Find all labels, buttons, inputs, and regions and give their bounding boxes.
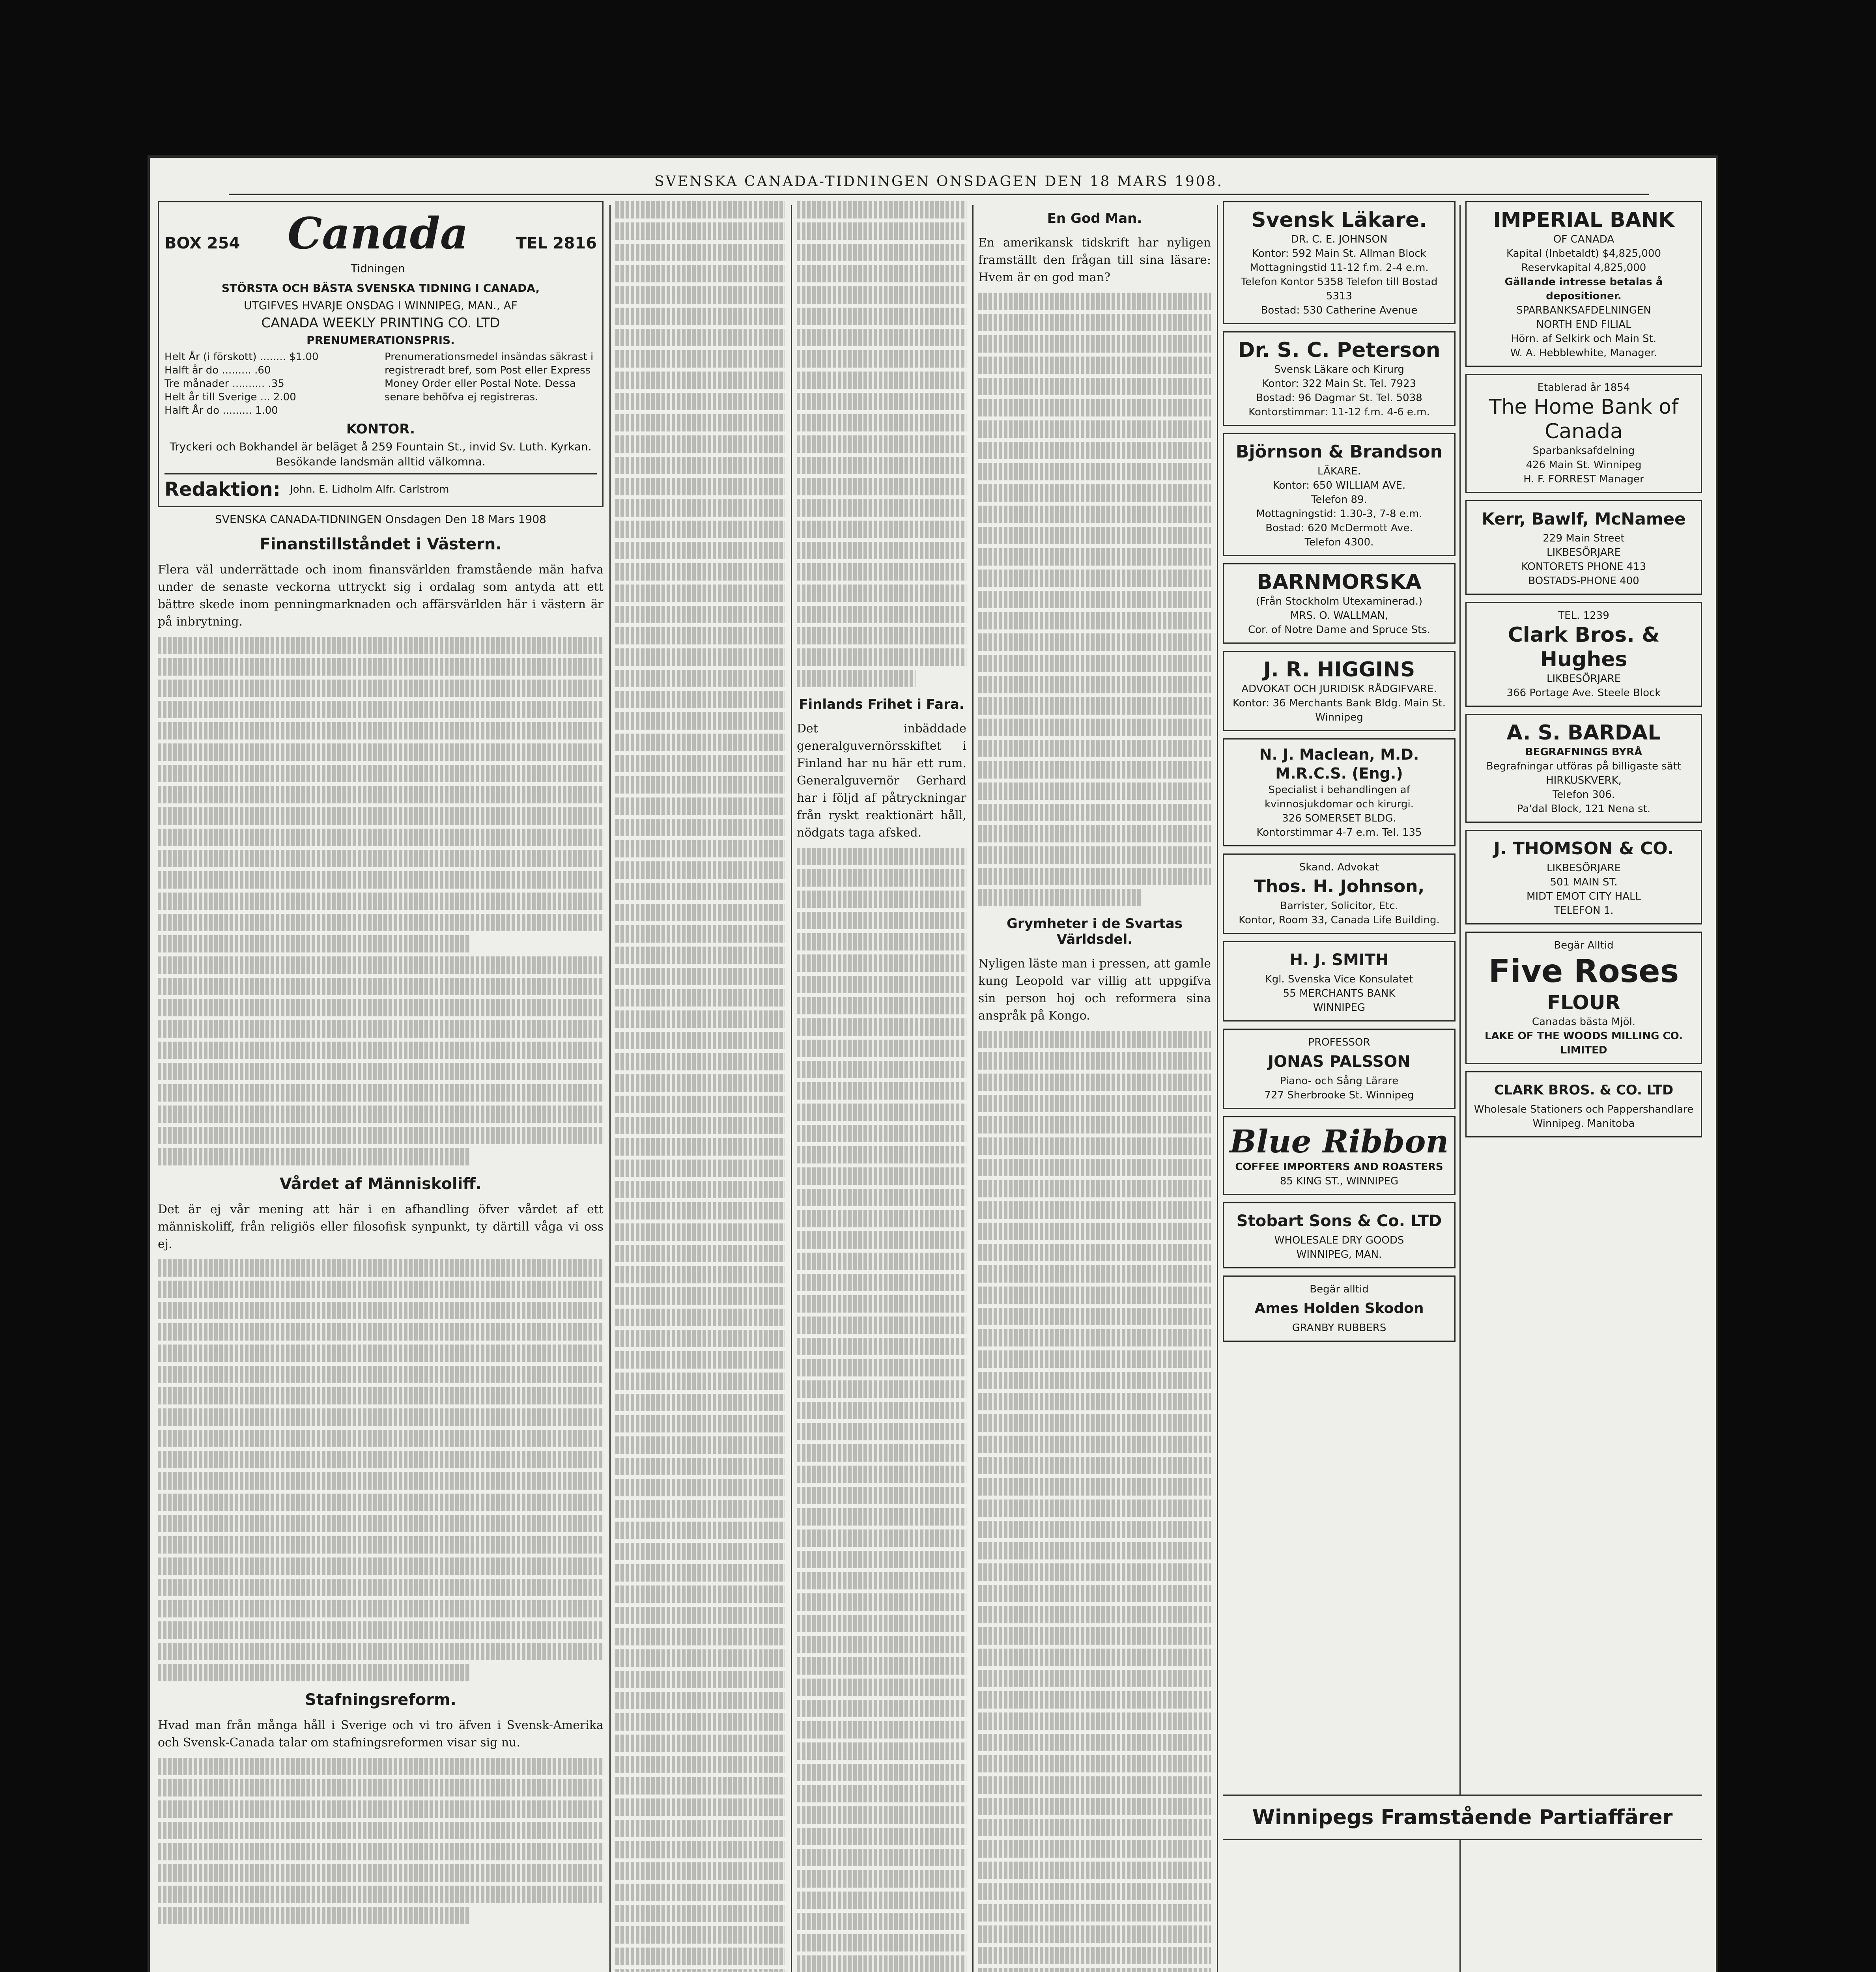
newspaper-page — [150, 158, 1716, 1972]
ad-title: Dr. S. C. Peterson — [1238, 338, 1441, 362]
editors: John. E. Lidholm Alfr. Carlstrom — [290, 484, 449, 495]
column-3 — [797, 201, 966, 1972]
ad-line: Kontor: 650 WILLIAM AVE. — [1272, 480, 1406, 491]
ad-line: TELEFON 1. — [1554, 905, 1614, 917]
ad-home-bank — [1465, 374, 1702, 493]
ad-palsson — [1223, 1029, 1456, 1109]
ad-line: Svensk Läkare och Kirurg — [1274, 364, 1404, 375]
ad-title: N. J. Maclean, M.D. M.R.C.S. (Eng.) — [1259, 746, 1419, 782]
ad-line: Bostad: 96 Dagmar St. Tel. 5038 — [1256, 392, 1422, 404]
ad-maclean — [1223, 738, 1456, 846]
ad-line: Begär Alltid — [1554, 939, 1614, 951]
ad-line: 501 MAIN ST. — [1550, 876, 1618, 888]
ad-title: BARNMORSKA — [1257, 570, 1422, 594]
ad-line: Begrafningar utföras på billigaste sätt — [1486, 760, 1682, 772]
ad-line: BEGRAFNINGS BYRÅ — [1525, 746, 1642, 758]
price-line: Halft År do ......... 1.00 — [164, 405, 278, 416]
ad-line: Telefon 4300. — [1304, 536, 1374, 548]
ad-line: NORTH END FILIAL — [1536, 319, 1631, 331]
ad-title: Thos. H. Johnson, — [1254, 876, 1425, 896]
ad-line: Bostad: 530 Catherine Avenue — [1261, 304, 1418, 316]
ad-line: (Från Stockholm Utexaminerad.) — [1256, 596, 1423, 607]
ad-title: J. R. HIGGINS — [1263, 658, 1415, 682]
article-text: Hvad man från många håll i Sverige och vi tro äfven i Svensk-Amerika och Svensk-Canada talar om stafningsreformen visar sig nu. — [158, 1718, 604, 1750]
ad-line: LIKBESÖRJARE — [1547, 673, 1621, 685]
ad-title: Ames Holden Skodon — [1254, 1300, 1424, 1317]
ad-line: Kgl. Svenska Vice Konsulatet — [1265, 973, 1413, 985]
ad-line: Reservkapital 4,825,000 — [1521, 262, 1646, 274]
ad-line: 229 Main Street — [1543, 532, 1625, 544]
partiaffarer-banner: Winnipegs Framstående Partiaffärer — [1223, 1795, 1702, 1840]
ad-line: GRANBY RUBBERS — [1292, 1322, 1386, 1334]
price-line: Helt år till Sverige ... 2.00 — [164, 391, 296, 403]
ad-line: Skand. Advokat — [1299, 861, 1379, 873]
ad-line: WINNIPEG — [1313, 1002, 1366, 1014]
box-number: BOX 254 — [164, 234, 240, 252]
column-2 — [615, 201, 785, 1972]
ad-line: LÄKARE. — [1317, 465, 1361, 477]
dateline: SVENSKA CANADA-TIDNINGEN Onsdagen Den 18 Mars 1908 — [215, 513, 546, 526]
ad-line: WHOLESALE DRY GOODS — [1274, 1234, 1404, 1246]
ad-line: Telefon 306. — [1552, 789, 1615, 801]
ad-line: SPARBANKSAFDELNINGEN — [1516, 304, 1651, 316]
ad-title: Svensk Läkare. — [1251, 208, 1427, 232]
ad-title: Five Roses — [1488, 953, 1679, 990]
ad-line: Sparbanksafdelning — [1532, 445, 1635, 457]
ad-line: 326 SOMERSET BLDG. — [1282, 812, 1396, 824]
ad-title: A. S. BARDAL — [1506, 721, 1661, 745]
column-4 — [978, 201, 1211, 1972]
ad-line: Kontor: 36 Merchants Bank Bldg. Main St. Winnipeg — [1232, 697, 1446, 723]
ad-peterson — [1223, 331, 1456, 426]
redaktion-label: Redaktion: — [164, 478, 280, 500]
ad-title: Clark Bros. & Hughes — [1508, 623, 1660, 671]
ad-line: WINNIPEG, MAN. — [1296, 1249, 1382, 1261]
subtagline: UTGIFVES HVARJE ONSDAG I WINNIPEG, MAN., AF — [244, 299, 518, 312]
ad-line: LIKBESÖRJARE — [1547, 547, 1621, 558]
ad-line: Kontor: 322 Main St. Tel. 7923 — [1262, 378, 1416, 390]
ad-line: W. A. Hebblewhite, Manager. — [1510, 347, 1657, 359]
ad-line: ADVOKAT OCH JURIDISK RÅDGIFVARE. — [1241, 683, 1437, 695]
ad-line: FLOUR — [1547, 991, 1620, 1014]
ad-line: PROFESSOR — [1308, 1036, 1370, 1048]
ad-line: Cor. of Notre Dame and Spruce Sts. — [1248, 624, 1431, 636]
ad-line: Gällande intresse betalas å depositioner. — [1504, 276, 1663, 302]
ad-line: Hörn. af Selkirk och Main St. — [1511, 333, 1657, 345]
ad-line: Kontorstimmar: 11-12 f.m. 4-6 e.m. — [1248, 406, 1430, 418]
column-1 — [158, 201, 604, 1972]
ad-bardal — [1465, 714, 1702, 823]
masthead — [158, 201, 604, 507]
price-heading: PRENUMERATIONSPRIS. — [306, 334, 455, 347]
column-rule — [791, 205, 792, 1972]
publisher: CANADA WEEKLY PRINTING CO. LTD — [261, 315, 500, 331]
tagline: STÖRSTA OCH BÄSTA SVENSKA TIDNING I CANADA, — [221, 282, 540, 295]
ad-line: OF CANADA — [1553, 233, 1614, 245]
ad-line: Bostad: 620 McDermott Ave. — [1265, 522, 1413, 534]
article-title: En God Man. — [1047, 211, 1142, 226]
article-text: Flera väl underrättade och inom finansvärlden framstående män hafva under de senaste veckorna uttryckt sig i ordalag som antyda att ett bättre skede inom penningmarknaden och affärsvärlden här i västern är på inbrytning. — [158, 563, 604, 629]
ad-bjornson — [1223, 433, 1456, 556]
column-rule — [1217, 205, 1218, 1972]
column-rule — [609, 205, 611, 1972]
ad-title: Björnson & Brandson — [1235, 442, 1443, 462]
ad-line: Kontorstimmar 4-7 e.m. Tel. 135 — [1256, 827, 1422, 838]
price-line: Tre månader .......... .35 — [164, 378, 284, 390]
ad-imperial-bank — [1465, 201, 1702, 367]
ad-clark-bros-co — [1465, 1071, 1702, 1137]
article-title: Finanstillståndet i Västern. — [260, 535, 502, 553]
ad-kerr-bawlf — [1465, 500, 1702, 595]
ad-line: KONTORETS PHONE 413 — [1521, 561, 1646, 573]
ad-title: Stobart Sons & Co. LTD — [1236, 1212, 1442, 1230]
ad-line: Kontor: 592 Main St. Allman Block — [1252, 248, 1426, 260]
logo-subtitle: Tidningen — [351, 262, 405, 275]
ad-line: LIKBESÖRJARE — [1547, 862, 1621, 874]
ad-barnmorska — [1223, 563, 1456, 644]
ad-five-roses — [1465, 932, 1702, 1064]
column-rule — [1459, 205, 1461, 1972]
article-text: Det inbäddade generalguvernörsskiftet i Finland har nu här ett rum. Generalguvernör Gerhard har i följd af påtryckningar från ryskt reaktionärt håll, nödgats taga afsked. — [797, 722, 966, 840]
ad-title: J. THOMSON & CO. — [1493, 838, 1674, 859]
kontor-heading: KONTOR. — [346, 421, 415, 437]
article-title: Grymheter i de Svartas Världsdel. — [1007, 916, 1183, 947]
article-text: Nyligen läste man i pressen, att gamle kung Leopold var villig att uppgifva sin person hoj och reformera sina anspråk på Kongo. — [978, 957, 1211, 1023]
ad-line: Specialist i behandlingen af kvinnosjukdomar och kirurgi. — [1264, 784, 1414, 810]
ad-line: 366 Portage Ave. Steele Block — [1506, 687, 1661, 699]
column-5-ads — [1223, 201, 1456, 1972]
ad-title: IMPERIAL BANK — [1493, 208, 1674, 232]
newspaper-logo: Canada — [287, 208, 469, 259]
ad-higgins — [1223, 651, 1456, 731]
ad-line: Telefon Kontor 5358 Telefon till Bostad 5313 — [1241, 276, 1438, 302]
ad-line: MIDT EMOT CITY HALL — [1527, 891, 1641, 902]
ad-line: Mottagningstid: 1.30-3, 7-8 e.m. — [1256, 508, 1422, 520]
ad-line: 85 KING ST., WINNIPEG — [1280, 1175, 1399, 1187]
ad-title: JONAS PALSSON — [1268, 1053, 1411, 1071]
ad-line: Piano- och Sång Lärare — [1280, 1075, 1399, 1087]
ad-line: DR. C. E. JOHNSON — [1291, 233, 1388, 245]
ad-blue-ribbon — [1223, 1116, 1456, 1195]
ad-title: The Home Bank of Canada — [1489, 395, 1679, 443]
ad-line: Begär alltid — [1310, 1283, 1369, 1295]
ad-ames-holden — [1223, 1275, 1456, 1342]
ad-line: Mottagningstid 11-12 f.m. 2-4 e.m. — [1250, 262, 1429, 274]
ad-line: BOSTADS-PHONE 400 — [1528, 575, 1639, 587]
ad-title: H. J. SMITH — [1289, 951, 1389, 969]
ad-thomson — [1465, 830, 1702, 924]
ad-svensk-lakare — [1223, 201, 1456, 324]
ad-line: HIRKUSKVERK, — [1546, 775, 1622, 786]
tel-number: TEL 2816 — [516, 234, 597, 252]
blue-ribbon-logo: Blue Ribbon — [1229, 1123, 1449, 1160]
column-6-ads — [1465, 201, 1702, 1972]
price-line: Helt År (i förskott) ........ $1.00 — [164, 351, 319, 363]
ad-title: CLARK BROS. & CO. LTD — [1494, 1082, 1674, 1098]
ad-line: Wholesale Stationers och Pappershandlare — [1474, 1104, 1694, 1115]
ad-line: MRS. O. WALLMAN, — [1290, 610, 1388, 622]
article-title: Finlands Frihet i Fara. — [799, 697, 964, 712]
price-note: Prenumerationsmedel insändas säkrast i registreradt bref, som Post eller Express Money Order eller Postal Note. Dessa senare behöfva ej registreras. — [385, 351, 594, 403]
article-text: En amerikansk tidskrift har nyligen framställt den frågan till sina läsare: Hvem är en god man? — [978, 236, 1211, 284]
ad-line: 727 Sherbrooke St. Winnipeg — [1264, 1089, 1414, 1101]
ad-line: LAKE OF THE WOODS MILLING CO. LIMITED — [1484, 1030, 1683, 1056]
column-rule — [972, 205, 974, 1972]
ad-line: H. F. FORREST Manager — [1523, 473, 1644, 485]
ad-line: Barrister, Solicitor, Etc. — [1280, 900, 1398, 912]
article-title: Vårdet af Människoliff. — [280, 1175, 482, 1193]
ad-line: Winnipeg. Manitoba — [1532, 1118, 1635, 1130]
ad-clark-bros-hughes — [1465, 602, 1702, 707]
ad-stobart — [1223, 1202, 1456, 1268]
ad-smith — [1223, 941, 1456, 1021]
article-title: Stafningsreform. — [305, 1691, 456, 1709]
price-line: Halft år do ......... .60 — [164, 364, 271, 376]
ad-line: Canadas bästa Mjöl. — [1532, 1016, 1636, 1028]
ad-line: 55 MERCHANTS BANK — [1283, 988, 1396, 999]
article-text: Det är ej vår mening att här i en afhandling öfver vårdet af ett människoliff, från religiös eller filosofisk synpunkt, ty därtill våga vi oss ej. — [158, 1203, 604, 1251]
ad-line: 426 Main St. Winnipeg — [1526, 459, 1642, 471]
ad-title: Kerr, Bawlf, McNamee — [1482, 509, 1686, 528]
ad-line: Pa'dal Block, 121 Nena st. — [1517, 803, 1651, 815]
ad-line: TEL. 1239 — [1558, 610, 1609, 622]
page-header: SVENSKA CANADA-TIDNINGEN ONSDAGEN DEN 18 MARS 1908. — [229, 174, 1649, 195]
ad-line: Kapital (Inbetaldt) $4,825,000 — [1506, 248, 1661, 260]
kontor-text: Tryckeri och Bokhandel är beläget å 259 Fountain St., invid Sv. Luth. Kyrkan. Besökande landsmän alltid välkomna. — [170, 440, 592, 468]
ad-line: Kontor, Room 33, Canada Life Building. — [1239, 914, 1440, 926]
ad-line: Telefon 89. — [1311, 494, 1367, 506]
ad-johnson — [1223, 853, 1456, 934]
ad-line: COFFEE IMPORTERS AND ROASTERS — [1235, 1161, 1443, 1173]
ad-line: Etablerad år 1854 — [1537, 382, 1630, 394]
